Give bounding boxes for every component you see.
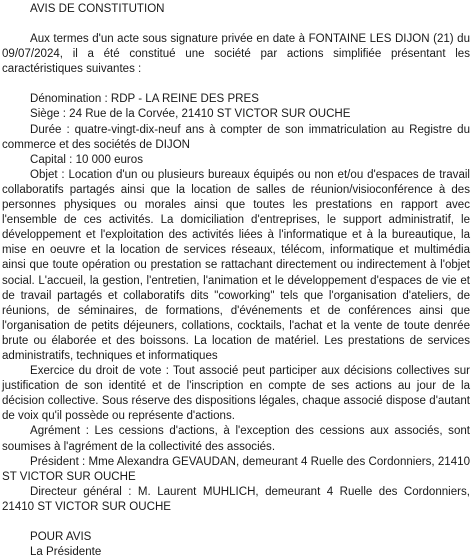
president-paragraph: Président : Mme Alexandra GEVAUDAN, demeurant 4 Ruelle des Cordonniers, 21410 ST VICTOR SUR OUCHE bbox=[2, 455, 470, 483]
pour-avis: POUR AVIS bbox=[30, 531, 92, 543]
duree-paragraph: Durée : quatre-vingt-dix-neuf ans à compter de son immatriculation au Registre du commerce et des sociétés de DIJON bbox=[2, 123, 470, 151]
objet-paragraph: Objet : Location d'un ou plusieurs bureaux équipés ou non et/ou d'espaces de travail collaboratifs partagés ainsi que la location de salles de réunion/visioconférence à des personnes physiques ou morales ainsi que toutes les prestations en rapport avec l'ensemble de ces activités. La domiciliation d'entreprises, le support administratif, le développement et l'exploitation des activités liées à l'informatique et à la bureautique, la mise en oeuvre et la location de services réseaux, télécom, informatique et multimédia ainsi que toute opération ou prestation se rattachant directement ou indirectement à l'objet social. L'accueil, la gestion, l'entretien, l'animation et le développement d'espaces de vie et de travail partagés et collaboratifs dits "coworking" tels que l'organisation d'ateliers, de réunions, de séminaires, de formations, d'événements et de conférences ainsi que l'organisation de petits déjeuners, collations, cocktails, l'achat et la vente de toute denrée brute ou élaborée et des boissons. La location de matériel. Les prestations de services administratifs, techniques et informatiques bbox=[2, 168, 470, 362]
signature: La Présidente bbox=[30, 546, 102, 559]
capital-line: Capital : 10 000 euros bbox=[30, 153, 143, 166]
notice-title: AVIS DE CONSTITUTION bbox=[30, 3, 165, 15]
intro-paragraph: Aux termes d'un acte sous signature privée en date à FONTAINE LES DIJON (21) du 09/07/2024, il a été constitué une société par actions simplifiée présentant les caractéristiques suivantes : bbox=[2, 33, 470, 76]
spacer bbox=[2, 515, 470, 530]
spacer bbox=[2, 77, 470, 92]
vote-paragraph: Exercice du droit de vote : Tout associé peut participer aux décisions collectives sur justification de son identité et de l'inscription en compte de ses actions au jour de la décision collective. Sous réserve des dispositions légales, chaque associé dispose d'autant de voix qu'il possède ou représente d'actions. bbox=[2, 365, 470, 423]
spacer bbox=[2, 17, 470, 32]
directeur-paragraph: Directeur général : M. Laurent MUHLICH, demeurant 4 Ruelle des Cordonniers, 21410 ST VICTOR SUR OUCHE bbox=[2, 485, 470, 513]
siege-line: Siège : 24 Rue de la Corvée, 21410 ST VICTOR SUR OUCHE bbox=[30, 108, 351, 121]
denomination-line: Dénomination : RDP - LA REINE DES PRES bbox=[30, 93, 259, 106]
agrement-paragraph: Agrément : Les cessions d'actions, à l'exception des cessions aux associés, sont soumises à l'agrément de la collectivité des associés. bbox=[2, 425, 470, 453]
